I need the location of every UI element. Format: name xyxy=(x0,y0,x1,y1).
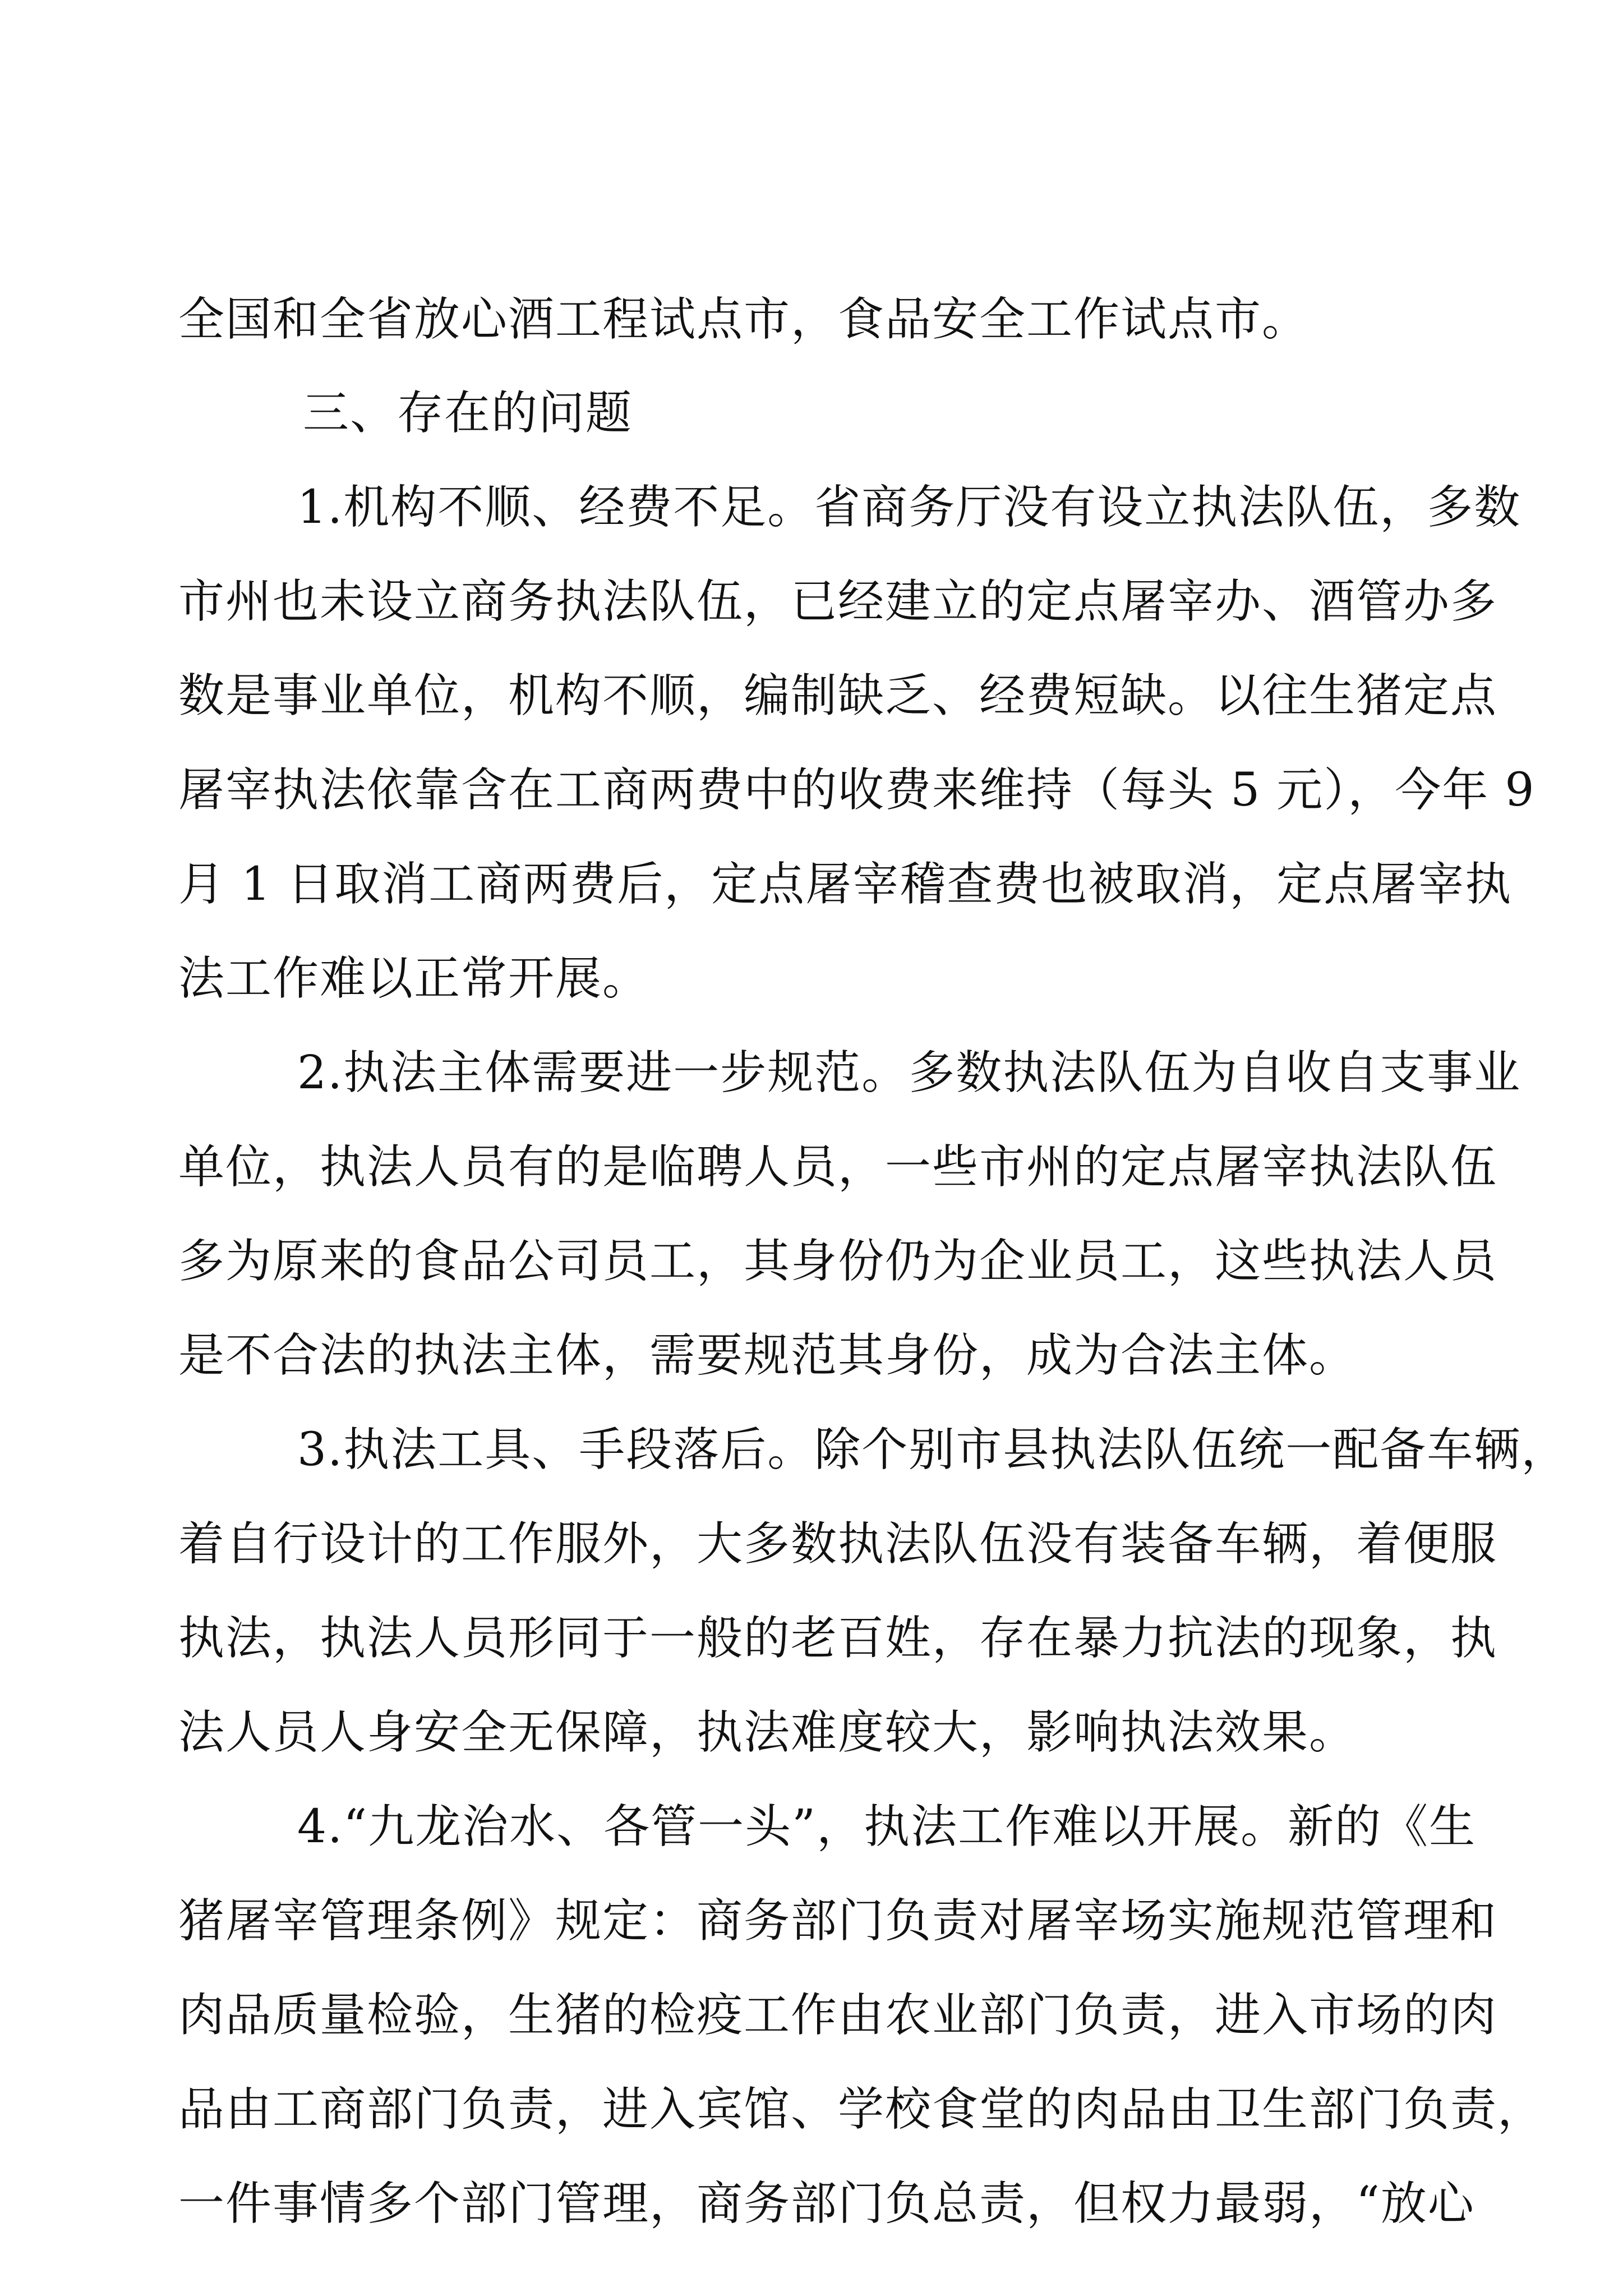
text-line-6: 屠宰执法依靠含在工商两费中的收费来维持（每头 5 元），今年 9 xyxy=(178,763,1536,817)
text-line-14: 着自行设计的工作服外，大多数执法队伍没有装备车辆，着便服 xyxy=(178,1517,1498,1571)
text-line-13: 3.执法工具、手段落后。除个别市县执法队伍统一配备车辆， xyxy=(297,1423,1569,1476)
text-line-5: 数是事业单位，机构不顺，编制缺乏、经费短缺。以往生猪定点 xyxy=(178,669,1498,723)
text-line-11: 多为原来的食品公司员工，其身份仍为企业员工，这些执法人员 xyxy=(178,1235,1498,1288)
text-line-21: 一件事情多个部门管理，商务部门负总责，但权力最弱，“放心 xyxy=(178,2177,1475,2230)
text-line-20: 品由工商部门负责，进入宾馆、学校食堂的肉品由卫生部门负责， xyxy=(178,2083,1545,2136)
text-line-12: 是不合法的执法主体，需要规范其身份，成为合法主体。 xyxy=(178,1329,1357,1382)
text-line-15: 执法，执法人员形同于一般的老百姓，存在暴力抗法的现象，执 xyxy=(178,1612,1498,1665)
text-line-3: 1.机构不顺、经费不足。省商务厅没有设立执法队伍，多数 xyxy=(297,481,1521,534)
text-line-18: 猪屠宰管理条例》规定：商务部门负责对屠宰场实施规范管理和 xyxy=(178,1894,1498,1948)
text-line-16: 法人员人身安全无保障，执法难度较大，影响执法效果。 xyxy=(178,1706,1357,1759)
text-line-7: 月 1 日取消工商两费后，定点屠宰稽查费也被取消，定点屠宰执 xyxy=(178,858,1513,911)
text-line-4: 市州也未设立商务执法队伍，已经建立的定点屠宰办、酒管办多 xyxy=(178,575,1498,628)
text-line-8: 法工作难以正常开展。 xyxy=(178,952,650,1005)
text-line-19: 肉品质量检验，生猪的检疫工作由农业部门负责，进入市场的肉 xyxy=(178,1989,1498,2042)
text-line-9: 2.执法主体需要进一步规范。多数执法队伍为自收自支事业 xyxy=(297,1046,1521,1099)
text-line-17: 4.“九龙治水、各管一头”，执法工作难以开展。新的《生 xyxy=(297,1800,1477,1853)
text-line-10: 单位，执法人员有的是临聘人员，一些市州的定点屠宰执法队伍 xyxy=(178,1140,1498,1194)
section-heading: 三、存在的问题 xyxy=(303,386,633,440)
text-line-1: 全国和全省放心酒工程试点市，食品安全工作试点市。 xyxy=(178,293,1310,346)
